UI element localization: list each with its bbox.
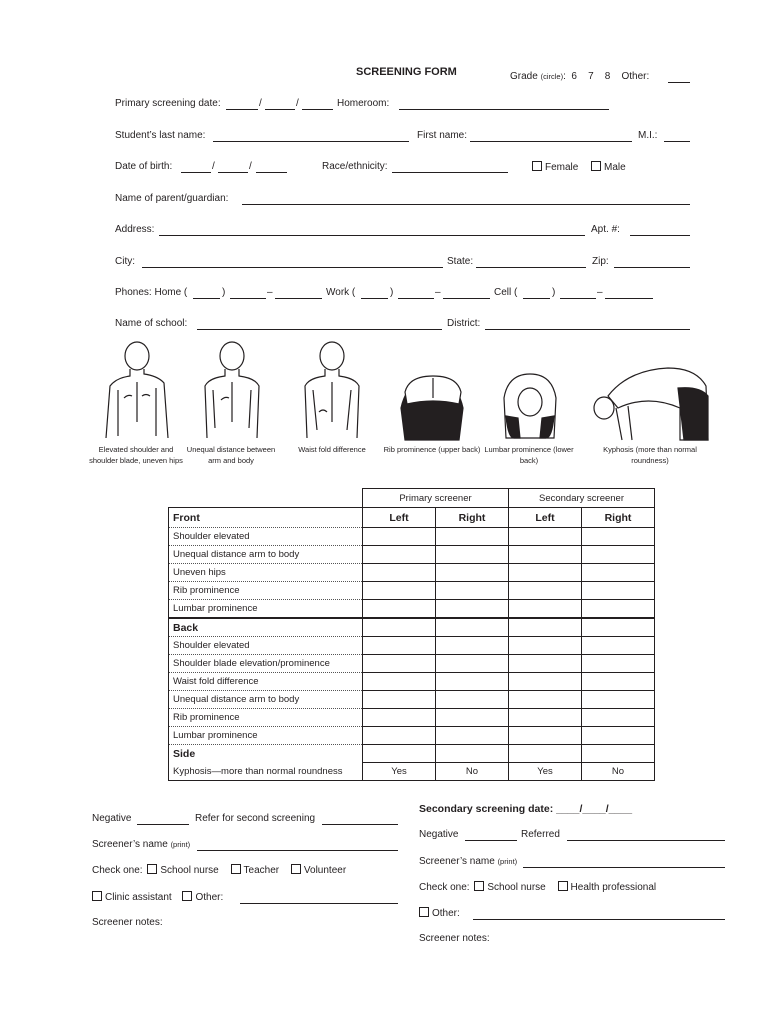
address-field[interactable] — [159, 235, 585, 236]
dob-day[interactable] — [218, 172, 248, 173]
result-cell[interactable] — [363, 637, 436, 655]
result-cell[interactable] — [436, 673, 509, 691]
primary-negative-field[interactable] — [137, 824, 189, 825]
primary-check-two: Clinic assistant Other: — [92, 891, 223, 903]
figure-caption: Unequal distance between arm and body — [186, 445, 276, 465]
slash: / — [296, 98, 299, 109]
city-field[interactable] — [142, 267, 443, 268]
no-option[interactable]: No — [582, 763, 655, 781]
home-area-code[interactable] — [193, 298, 220, 299]
result-cell[interactable] — [363, 691, 436, 709]
result-cell[interactable] — [509, 600, 582, 619]
grade-options: 6 7 8 Other: — [571, 71, 650, 82]
table-row: Kyphosis—more than normal roundness Yes No Yes No — [169, 763, 655, 781]
secondary-check-one: Check one: School nurse Health professional — [419, 882, 657, 893]
table-row: Rib prominence — [169, 709, 655, 727]
cell-label: Cell ( — [494, 287, 518, 298]
secondary-other-field[interactable] — [473, 919, 725, 920]
female-checkbox[interactable] — [532, 161, 578, 173]
result-cell[interactable] — [509, 546, 582, 564]
dob-year[interactable] — [256, 172, 287, 173]
result-cell[interactable] — [436, 637, 509, 655]
result-cell[interactable] — [509, 655, 582, 673]
slash: / — [249, 161, 252, 172]
home-prefix[interactable] — [230, 298, 266, 299]
secondary-negative-label: Negative — [419, 829, 459, 840]
zip-label: Zip: — [592, 256, 609, 267]
table-row: Lumbar prominence — [169, 600, 655, 619]
secondary-screener-header: Secondary screener — [509, 489, 655, 508]
table-row: Shoulder elevated — [169, 637, 655, 655]
grade-note: (circle) — [540, 72, 564, 81]
table-row: Shoulder blade elevation/prominence — [169, 655, 655, 673]
result-cell[interactable] — [582, 655, 655, 673]
secondary-right-header: Right — [582, 508, 655, 528]
table-row: Lumbar prominence — [169, 727, 655, 745]
checkbox-icon[interactable] — [147, 864, 157, 874]
table-row: Unequal distance arm to body — [169, 691, 655, 709]
city-label: City: — [115, 256, 135, 267]
result-cell[interactable] — [363, 564, 436, 582]
primary-screener-header: Primary screener — [363, 489, 509, 508]
result-cell[interactable] — [363, 673, 436, 691]
result-cell[interactable] — [509, 673, 582, 691]
primary-right-header: Right — [436, 508, 509, 528]
figure-caption: Elevated shoulder and shoulder blade, uneven hips — [89, 445, 183, 465]
result-cell[interactable] — [582, 691, 655, 709]
primary-date-year[interactable] — [302, 109, 333, 110]
primary-negative-label: Negative — [92, 813, 132, 824]
result-cell[interactable] — [582, 582, 655, 600]
figure-kyphosis — [588, 338, 712, 444]
result-cell[interactable] — [436, 655, 509, 673]
figure-unequal-distance — [187, 338, 277, 444]
slash: / — [212, 161, 215, 172]
result-cell[interactable] — [363, 582, 436, 600]
yes-option[interactable]: Yes — [363, 763, 436, 781]
table-row: Rib prominence — [169, 582, 655, 600]
dob-month[interactable] — [181, 172, 211, 173]
address-label: Address: — [115, 224, 155, 235]
screening-table — [168, 488, 655, 781]
homeroom-field[interactable] — [399, 109, 609, 110]
result-cell[interactable] — [509, 528, 582, 546]
result-cell[interactable] — [363, 727, 436, 745]
checkbox-icon[interactable] — [419, 907, 429, 917]
primary-date-month[interactable] — [226, 109, 258, 110]
result-cell[interactable] — [363, 528, 436, 546]
checkbox-icon[interactable] — [231, 864, 241, 874]
male-checkbox[interactable] — [591, 161, 626, 173]
primary-date-label: Primary screening date: — [115, 98, 221, 109]
mi-field[interactable] — [664, 141, 690, 142]
result-cell[interactable] — [363, 546, 436, 564]
work-area-code[interactable] — [361, 298, 388, 299]
figure-caption: Lumbar prominence (lower back) — [484, 445, 574, 465]
checkbox-icon — [591, 161, 601, 171]
side-header: Side — [169, 745, 363, 763]
zip-field[interactable] — [614, 267, 690, 268]
work-line[interactable] — [443, 298, 490, 299]
race-field[interactable] — [392, 172, 508, 173]
parent-field[interactable] — [242, 204, 690, 205]
state-label: State: — [447, 256, 474, 267]
secondary-screener-name-label: Screener’s name (print) — [419, 856, 518, 867]
apt-label: Apt. #: — [591, 224, 620, 235]
primary-notes-label: Screener notes: — [92, 917, 163, 928]
form-title: SCREENING FORM — [356, 66, 457, 78]
table-row: Unequal distance arm to body — [169, 546, 655, 564]
secondary-notes-label: Screener notes: — [419, 933, 490, 944]
dob-label: Date of birth: — [115, 161, 173, 172]
result-cell[interactable] — [509, 709, 582, 727]
result-cell[interactable] — [582, 564, 655, 582]
result-cell[interactable] — [436, 727, 509, 745]
primary-check-one: Check one: School nurse Teacher Volunteer — [92, 865, 347, 876]
result-cell[interactable] — [436, 564, 509, 582]
checkbox-icon — [532, 161, 542, 171]
result-cell[interactable] — [582, 637, 655, 655]
last-name-label: Student’s last name: — [115, 130, 206, 141]
primary-other-field[interactable] — [240, 903, 398, 904]
result-cell[interactable] — [582, 546, 655, 564]
result-cell[interactable] — [363, 709, 436, 727]
school-label: Name of school: — [115, 318, 188, 329]
secondary-other: Other: — [419, 907, 460, 919]
figure-elevated-shoulder — [92, 338, 182, 444]
district-field[interactable] — [485, 329, 690, 330]
state-field[interactable] — [476, 267, 586, 268]
result-cell[interactable] — [582, 727, 655, 745]
primary-screener-name-field[interactable] — [197, 850, 398, 851]
result-cell[interactable] — [582, 528, 655, 546]
yes-option[interactable]: Yes — [509, 763, 582, 781]
result-cell[interactable] — [582, 709, 655, 727]
table-row: Waist fold difference — [169, 673, 655, 691]
work-prefix[interactable] — [398, 298, 434, 299]
result-cell[interactable] — [509, 727, 582, 745]
grade-field[interactable]: Grade (circle): 6 7 8 Other: — [510, 71, 650, 82]
primary-date-day[interactable] — [265, 109, 295, 110]
primary-refer-label: Refer for second screening — [195, 813, 316, 824]
first-name-label: First name: — [417, 130, 468, 141]
parent-label: Name of parent/guardian: — [115, 193, 229, 204]
result-cell[interactable] — [509, 582, 582, 600]
apt-field[interactable] — [630, 235, 690, 236]
female-label: Female — [545, 162, 579, 173]
result-cell[interactable] — [363, 600, 436, 619]
result-cell[interactable] — [436, 691, 509, 709]
secondary-referred-field[interactable] — [567, 840, 725, 841]
checkbox-icon[interactable] — [558, 881, 568, 891]
figure-lumbar-prominence — [484, 338, 574, 444]
district-label: District: — [447, 318, 481, 329]
back-header: Back — [169, 618, 363, 637]
race-label: Race/ethnicity: — [322, 161, 388, 172]
figure-waist-fold — [287, 338, 377, 444]
figure-rib-prominence — [387, 338, 477, 444]
checkbox-icon[interactable] — [92, 891, 102, 901]
secondary-referred-label: Referred — [521, 829, 560, 840]
grade-label: Grade — [510, 71, 538, 82]
primary-refer-field[interactable] — [322, 824, 398, 825]
homeroom-label: Homeroom: — [337, 98, 390, 109]
result-cell[interactable] — [436, 709, 509, 727]
secondary-screener-name-field[interactable] — [523, 867, 725, 868]
result-cell[interactable] — [436, 528, 509, 546]
cell-prefix[interactable] — [560, 298, 596, 299]
cell-area-code[interactable] — [523, 298, 550, 299]
result-cell[interactable] — [436, 546, 509, 564]
result-cell[interactable] — [509, 691, 582, 709]
primary-screener-name-label: Screener’s name (print) — [92, 839, 191, 850]
no-option[interactable]: No — [436, 763, 509, 781]
result-cell[interactable] — [509, 637, 582, 655]
phones-home-label: Phones: Home ( — [115, 287, 188, 298]
front-header: Front — [169, 508, 363, 528]
mi-label: M.I.: — [638, 130, 658, 141]
first-name-field[interactable] — [470, 141, 632, 142]
slash: / — [259, 98, 262, 109]
result-cell[interactable] — [363, 655, 436, 673]
checkbox-icon[interactable] — [182, 891, 192, 901]
secondary-date-label: Secondary screening date: ____/____/____ — [419, 803, 633, 815]
result-cell[interactable] — [509, 564, 582, 582]
grade-other-line[interactable] — [668, 82, 690, 83]
table-row: Shoulder elevated — [169, 528, 655, 546]
school-field[interactable] — [197, 329, 442, 330]
home-line[interactable] — [275, 298, 322, 299]
checkbox-icon[interactable] — [291, 864, 301, 874]
result-cell[interactable] — [436, 582, 509, 600]
result-cell[interactable] — [582, 673, 655, 691]
table-row: Uneven hips — [169, 564, 655, 582]
result-cell[interactable] — [436, 600, 509, 619]
work-label: Work ( — [326, 287, 356, 298]
secondary-negative-field[interactable] — [465, 840, 517, 841]
checkbox-icon[interactable] — [474, 881, 484, 891]
figure-caption: Kyphosis (more than normal roundness) — [603, 445, 697, 465]
cell-line[interactable] — [605, 298, 653, 299]
secondary-left-header: Left — [509, 508, 582, 528]
male-label: Male — [604, 162, 626, 173]
last-name-field[interactable] — [213, 141, 409, 142]
result-cell[interactable] — [582, 600, 655, 619]
figure-caption: Waist fold difference — [298, 445, 366, 454]
primary-left-header: Left — [363, 508, 436, 528]
figure-caption: Rib prominence (upper back) — [383, 445, 481, 454]
